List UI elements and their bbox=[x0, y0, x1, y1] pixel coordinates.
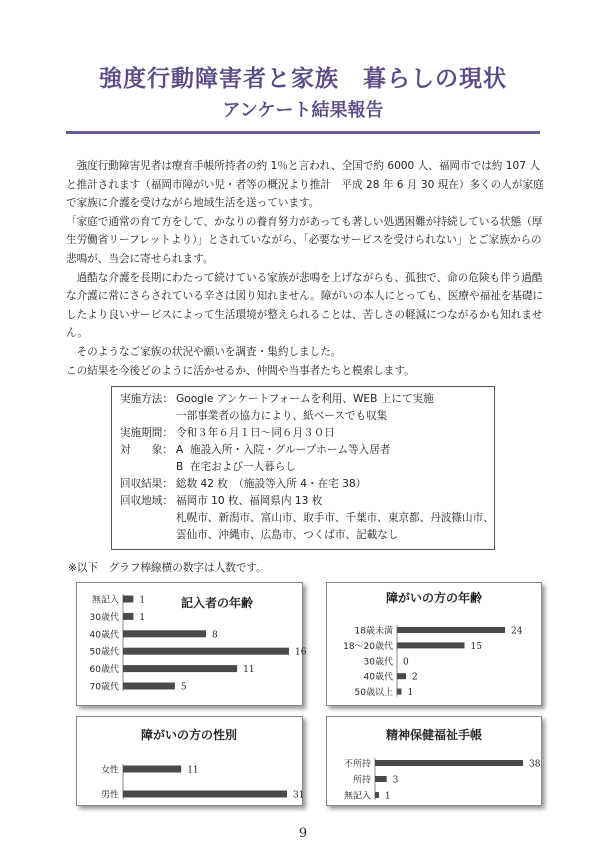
category-label: 所持 bbox=[352, 775, 371, 786]
category-label: 18歳未満 bbox=[354, 626, 393, 637]
category-label: 無記入 bbox=[91, 595, 119, 606]
chart-handbook bbox=[327, 717, 541, 805]
chart-panel-gender bbox=[76, 716, 303, 806]
info-label: 実施期間： bbox=[120, 427, 173, 439]
info-row-result bbox=[120, 476, 486, 493]
category-label: 30歳代 bbox=[363, 657, 393, 668]
chart-person-age bbox=[327, 583, 541, 705]
info-value: B 在宅および一人暮らし bbox=[176, 461, 296, 473]
data-label: 24 bbox=[511, 626, 523, 637]
chart-title: 記入者の年齢 bbox=[180, 596, 254, 610]
bar bbox=[123, 766, 181, 773]
paragraph: そのようなご家族の状況や願いを調査・集約しました。 bbox=[66, 345, 342, 358]
info-value: 令和３年６月１日～同６月３０日 bbox=[176, 427, 335, 439]
chart-panel-handbook bbox=[326, 716, 542, 806]
info-value: Google アンケートフォームを利用、WEB 上にて実施 bbox=[176, 393, 434, 405]
data-label: 31 bbox=[293, 790, 305, 801]
title-divider bbox=[66, 131, 540, 134]
data-label: 3 bbox=[392, 775, 399, 786]
data-label: 0 bbox=[403, 657, 409, 668]
data-label: 5 bbox=[180, 682, 187, 693]
info-label: 対 象： bbox=[120, 444, 173, 456]
info-value: 札幌市、新潟市、富山市、取手市、千葉市、東京都、丹波篠山市、 bbox=[176, 512, 494, 524]
category-label: 40歳代 bbox=[363, 672, 393, 683]
bar bbox=[123, 791, 287, 798]
page-title: 強度行動障害者と家族 暮らしの現状 bbox=[99, 66, 507, 92]
info-row-period bbox=[120, 425, 486, 442]
category-label: 70歳代 bbox=[89, 682, 119, 693]
paragraph: 強度行動障害児者は療育手帳所持者の約 1％と言われ、全国で約 6000 人、福岡市では約 107 人と推計されます（福岡市障がい児・者等の概況より推計 平成 28 年 6 月 30 現在）多くの人が家庭で家族に介護を受けながら地域生活を送っています。 bbox=[66, 160, 544, 210]
page-subtitle: アンケート結果報告 bbox=[222, 100, 384, 121]
category-label: 男性 bbox=[100, 790, 119, 801]
data-label: 11 bbox=[187, 765, 199, 776]
data-label: 16 bbox=[295, 647, 307, 658]
category-label: 無記入 bbox=[343, 791, 371, 802]
data-label: 2 bbox=[412, 672, 418, 683]
bar bbox=[375, 776, 387, 782]
info-label: 実施方法： bbox=[120, 393, 173, 405]
category-label: 50歳代 bbox=[89, 647, 119, 658]
data-label: 38 bbox=[529, 759, 541, 770]
bar bbox=[397, 627, 505, 633]
category-label: 40歳代 bbox=[89, 630, 119, 641]
info-row-region bbox=[120, 493, 494, 544]
survey-info-box bbox=[111, 386, 495, 550]
category-label: 不所持 bbox=[343, 759, 371, 770]
bar bbox=[123, 665, 237, 672]
data-label: 8 bbox=[212, 630, 218, 641]
info-value: A 施設入所・入院・グループホーム等入居者 bbox=[176, 444, 391, 456]
chart-gender bbox=[77, 717, 305, 805]
page-number: 9 bbox=[298, 826, 308, 841]
data-label: 1 bbox=[139, 612, 146, 623]
chart-panel-person-age bbox=[326, 582, 542, 706]
data-label: 1 bbox=[139, 595, 146, 606]
info-value: 一部事業者の協力により、紙ベースでも収集 bbox=[176, 410, 388, 422]
chart-respondent-age bbox=[77, 583, 307, 705]
bar bbox=[397, 689, 402, 695]
bar bbox=[123, 683, 175, 690]
paragraph: 過酷な介護を長期にわたって続けている家族が悲鳴を上げながらも、孤独で、命の危険も伴う過酷な介護に常にさらされている辛さは図り知れません。障がいの本人にとっても、医療や福祉を基礎にしたより良いサービスによって生活環境が整えられることは、苦しさの軽減につながるかも知れません。 bbox=[66, 271, 544, 340]
category-label: 女性 bbox=[100, 765, 119, 776]
info-value: 総数 42 枚 （施設等入所 4・在宅 38） bbox=[176, 478, 367, 490]
category-label: 50歳以上 bbox=[354, 688, 393, 699]
category-label: 60歳代 bbox=[89, 665, 119, 676]
data-label: 15 bbox=[470, 641, 482, 652]
chart-panel-respondent-age bbox=[76, 582, 307, 706]
data-label: 1 bbox=[384, 791, 391, 802]
info-value: 福岡市 10 枚、福岡県内 13 枚 bbox=[176, 495, 323, 507]
paragraph: 「家庭で通常の育て方をして、かなりの養育努力があっても著しい処遇困難が持続している状態（厚生労働省リーフレットより）」とされていながら、「必要なサービスを受けられない」とご家族からの悲鳴が、当会に寄せられます。 bbox=[66, 215, 543, 265]
category-label: 18～20歳代 bbox=[343, 641, 393, 652]
bar bbox=[123, 648, 289, 655]
paragraph: この結果を今後どのように活かせるか、仲間や当事者たちと模索します。 bbox=[66, 364, 415, 377]
chart-title: 障がいの方の年齢 bbox=[385, 591, 483, 605]
bar bbox=[123, 630, 206, 637]
chart-title: 精神保健福祉手帳 bbox=[385, 728, 483, 742]
data-label: 11 bbox=[243, 665, 255, 676]
data-label: 1 bbox=[407, 688, 414, 699]
bar bbox=[123, 596, 133, 603]
info-row-target bbox=[120, 442, 486, 476]
bar bbox=[397, 673, 406, 679]
info-label: 回収地域： bbox=[120, 495, 173, 507]
info-label: 回収結果： bbox=[120, 478, 173, 490]
info-value: 雲仙市、沖縄市、広島市、つくば市、記載なし bbox=[176, 529, 399, 541]
bar bbox=[123, 613, 133, 620]
bar bbox=[375, 792, 379, 798]
category-label: 30歳代 bbox=[89, 612, 119, 623]
bar bbox=[397, 642, 465, 648]
info-row-method bbox=[120, 391, 486, 425]
bar bbox=[375, 760, 523, 766]
chart-note: ※以下 グラフ棒線横の数字は人数です。 bbox=[68, 562, 267, 574]
intro-text bbox=[66, 157, 544, 380]
chart-title: 障がいの方の性別 bbox=[140, 728, 238, 742]
